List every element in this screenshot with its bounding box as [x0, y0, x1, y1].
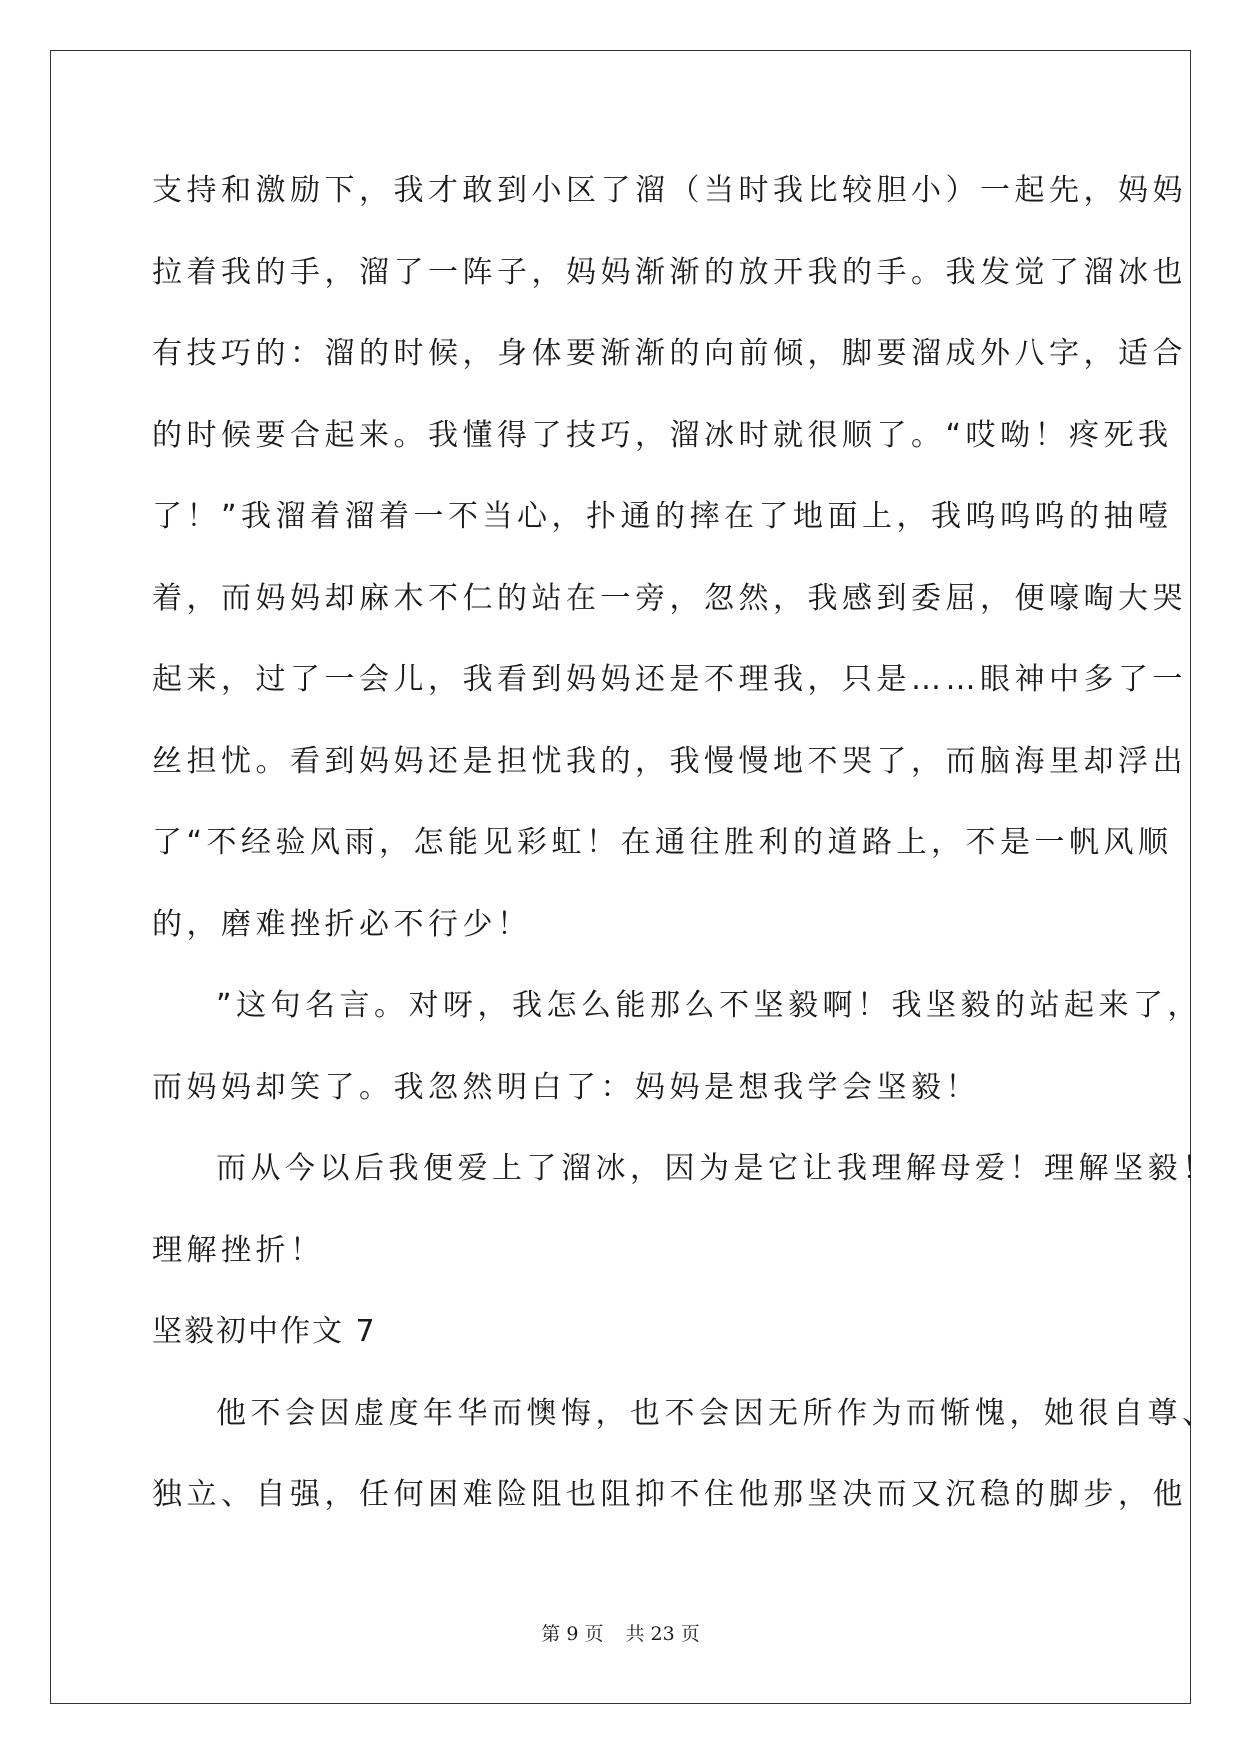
text-line: 支持和激励下，我才敢到小区了溜（当时我比较胆小）一起先，妈妈 [152, 173, 1187, 208]
text-line: 拉着我的手，溜了一阵子，妈妈渐渐的放开我的手。我发觉了溜冰也 [152, 254, 1187, 290]
text-line: 的时候要合起来。我懂得了技巧，溜冰时就很顺了。“哎呦！疼死我 [152, 417, 1173, 453]
text-line: 独立、自强，任何困难险阻也阻抑不住他那坚决而又沉稳的脚步，他 [152, 1477, 1187, 1512]
paragraph-start-line: ”这句名言。对呀，我怎么能那么不坚毅啊！我坚毅的站起来了， [216, 988, 1203, 1023]
text-line: 而妈妈却笑了。我忽然明白了：妈妈是想我学会坚毅！ [152, 1069, 980, 1105]
page-number: 第 9 页 [541, 1623, 604, 1645]
text-line: 的，磨难挫折必不行少！ [152, 906, 532, 942]
page-total: 共 23 页 [625, 1623, 700, 1645]
text-line: 了！”我溜着溜着一不当心，扑通的摔在了地面上，我呜呜呜的抽噎 [152, 499, 1173, 534]
text-line: 了“不经验风雨，怎能见彩虹！在通往胜利的道路上，不是一帆风顺 [152, 825, 1173, 860]
text-line: 起来，过了一会儿，我看到妈妈还是不理我，只是……眼神中多了一 [152, 662, 1187, 697]
paragraph-start-line: 他不会因虚度年华而懊悔，也不会因无所作为而惭愧，她很自尊、 [216, 1395, 1217, 1431]
document-body [152, 150, 1217, 1536]
paragraph-start-line: 而从今以后我便爱上了溜冰，因为是它让我理解母爱！理解坚毅！ [216, 1151, 1217, 1186]
text-line: 有技巧的：溜的时候，身体要渐渐的向前倾，脚要溜成外八字，适合 [152, 336, 1187, 371]
text-line: 丝担忧。看到妈妈还是担忧我的，我慢慢地不哭了，而脑海里却浮出 [152, 743, 1187, 779]
text-line: 着，而妈妈却麻木不仁的站在一旁，忽然，我感到委屈，便嚎啕大哭 [152, 580, 1187, 616]
text-line: 理解挫折！ [152, 1232, 325, 1268]
page-footer [0, 1619, 1241, 1646]
section-heading: 坚毅初中作文 7 [152, 1314, 377, 1349]
